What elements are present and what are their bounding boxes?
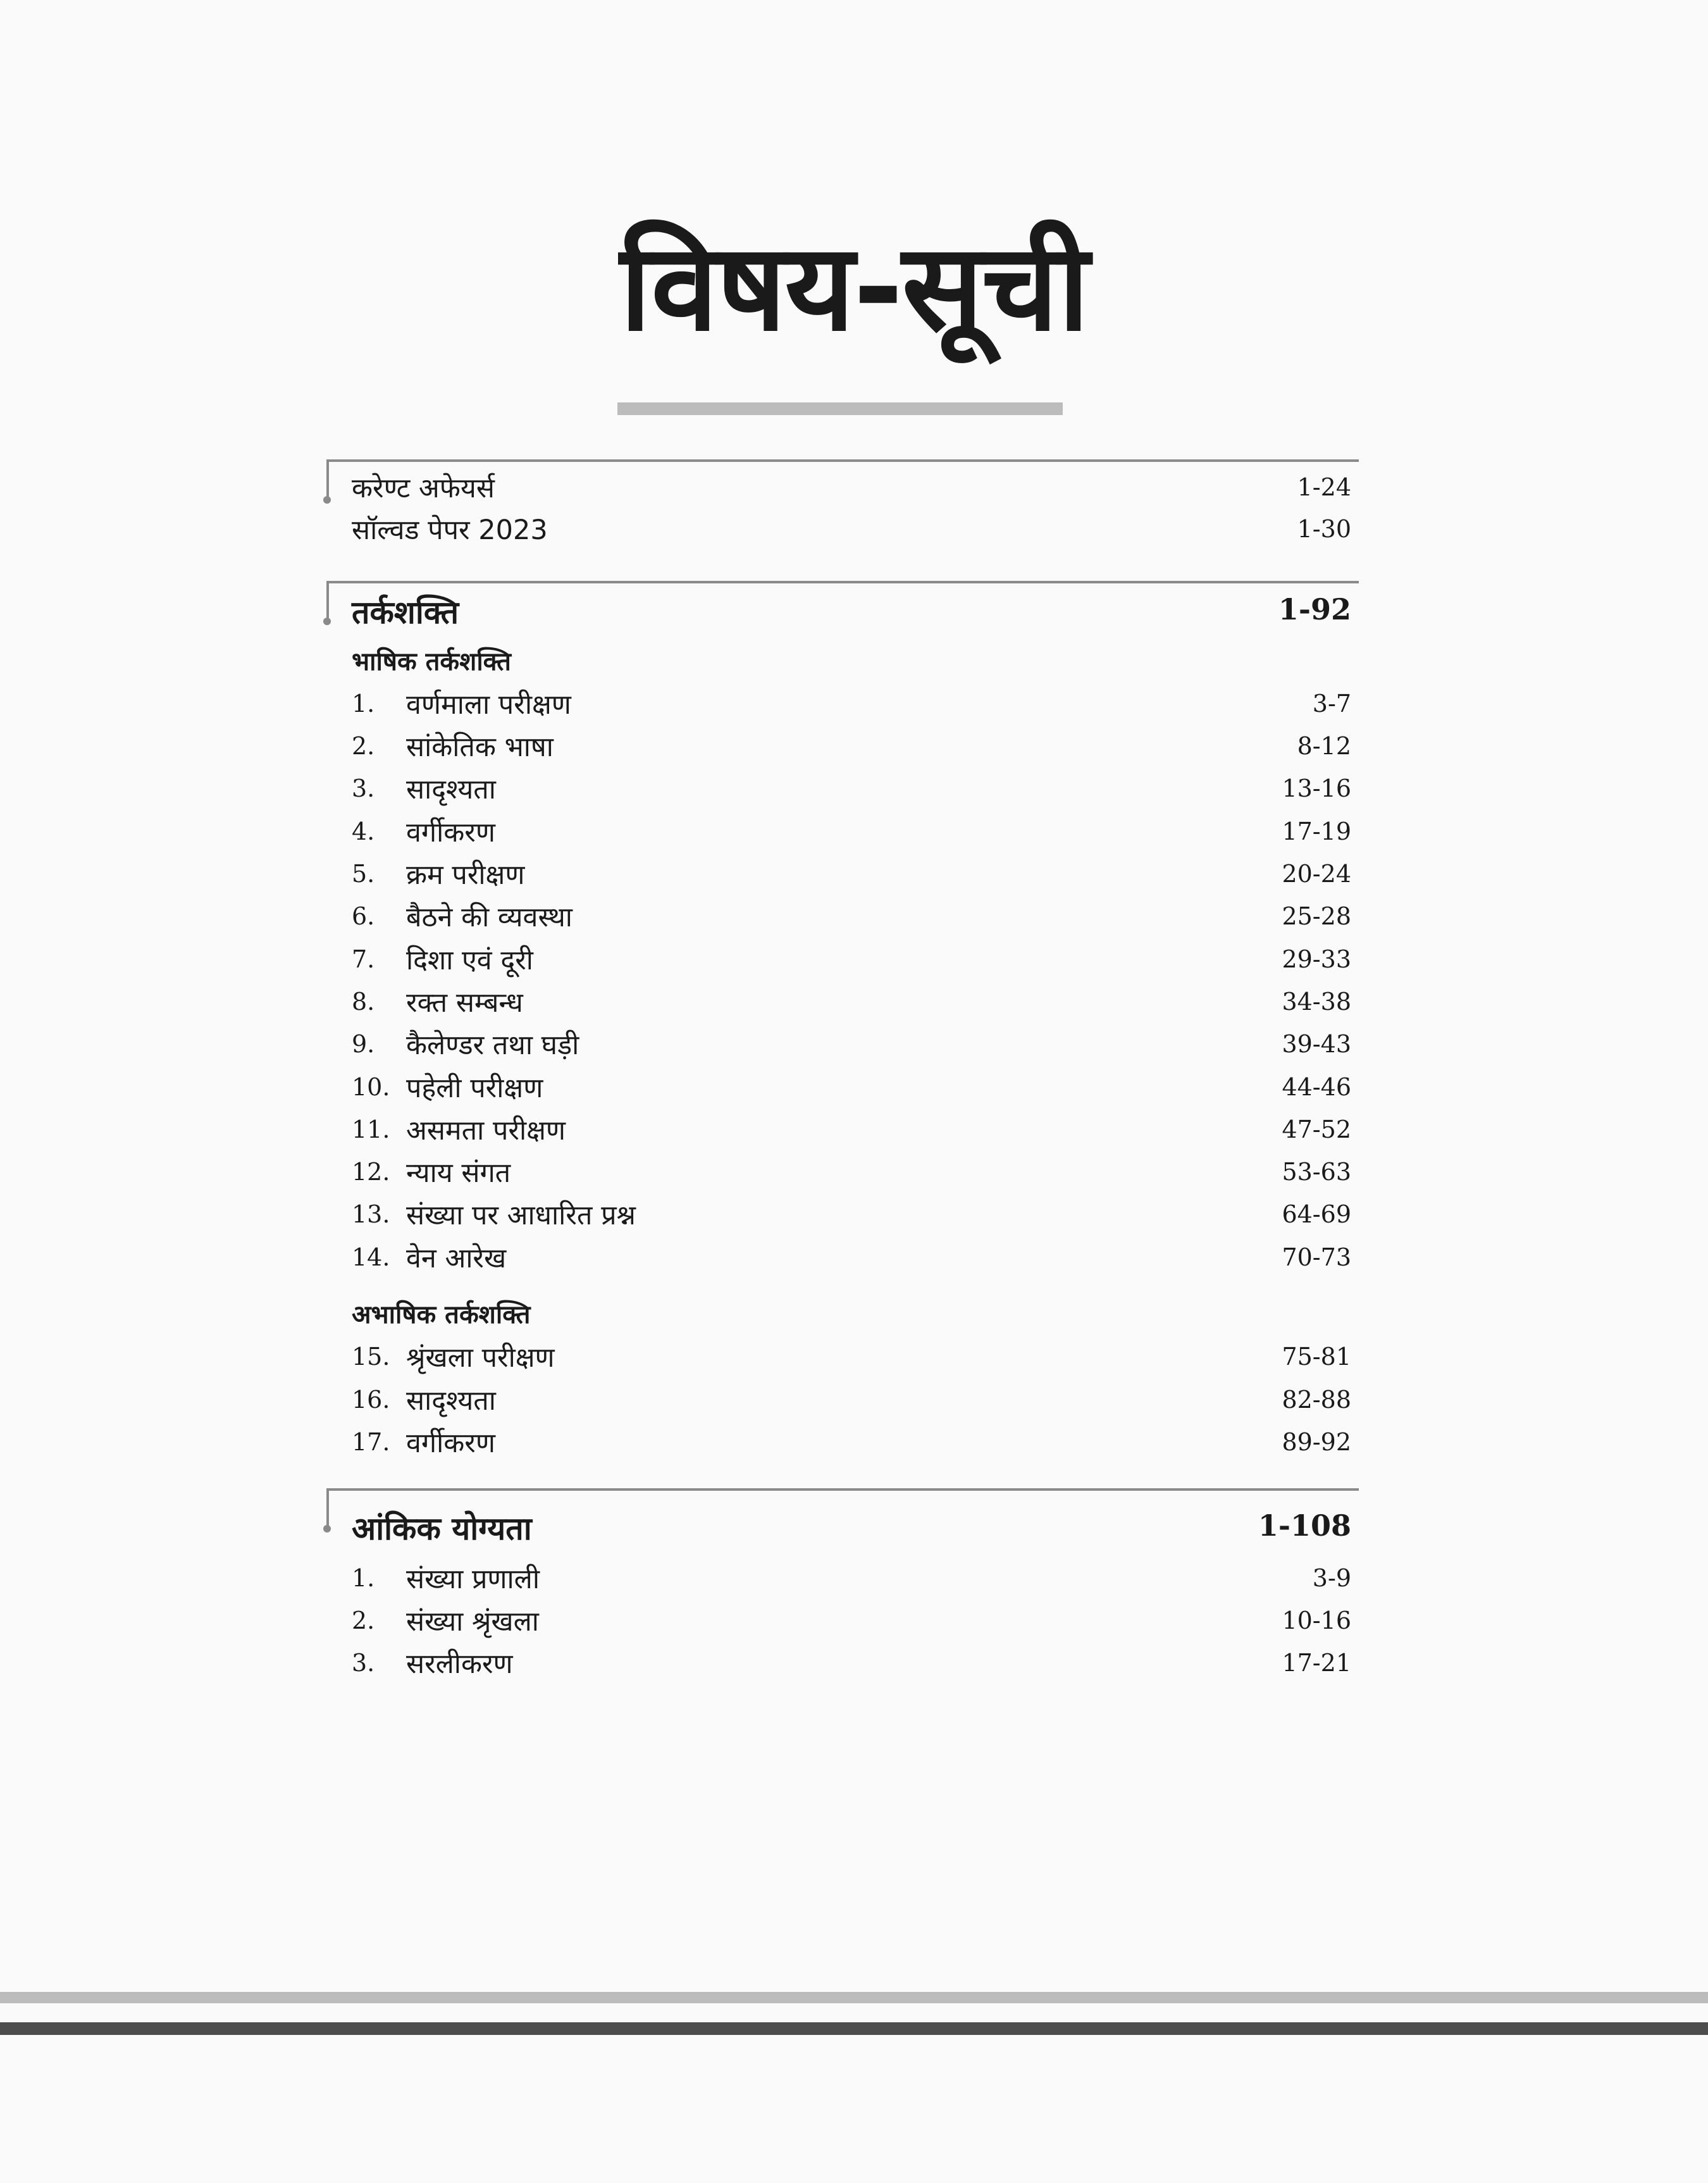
subsection-heading-label: भाषिक तर्कशक्ति [352,647,511,676]
toc-entry-pages: 10-16 [1282,1607,1351,1634]
toc-entry-pages: 3-9 [1312,1564,1351,1592]
footer-rule-light [0,1992,1708,2003]
toc-entry-label: वर्गीकरण [406,817,495,849]
frame-rule [326,581,329,620]
frame-rule [326,581,1359,583]
toc-entry[interactable] [352,812,1351,853]
toc-entry-pages: 34-38 [1282,988,1351,1016]
toc-entry[interactable] [352,1423,1351,1464]
toc-entry[interactable] [352,1068,1351,1109]
toc-entry-label: बैठने की व्यवस्था [406,902,572,933]
toc-entry-number: 5. [352,860,375,888]
toc-entry-number: 2. [352,1607,375,1634]
toc-entry[interactable] [352,1110,1351,1151]
section-heading-pages: 1-92 [1278,592,1351,626]
toc-entry-number: 10. [352,1073,390,1101]
toc-entry-number: 14. [352,1243,390,1271]
toc-entry-pages: 25-28 [1282,902,1351,930]
toc-entry-pages: 8-12 [1297,732,1351,760]
toc-entry-pages: 1-30 [1297,515,1351,543]
toc-entry-number: 12. [352,1158,390,1186]
toc-entry[interactable] [352,940,1351,981]
toc-entry-pages: 82-88 [1282,1386,1351,1414]
toc-entry-number: 8. [352,988,375,1016]
section-heading-pages: 1-108 [1258,1508,1351,1543]
section-heading[interactable] [352,1506,1351,1546]
toc-entry-number: 4. [352,818,375,845]
section-heading-label: आंकिक योग्यता [352,1510,532,1547]
toc-entry-number: 7. [352,945,375,973]
toc-entry[interactable] [352,855,1351,895]
toc-entry-label: वर्गीकरण [406,1427,495,1459]
frame-rule [326,459,329,499]
subsection-heading-label: अभाषिक तर्कशक्ति [352,1300,531,1329]
toc-entry[interactable] [352,510,1351,550]
frame-dot [323,496,331,504]
frame-dot [323,618,331,625]
toc-entry[interactable] [352,1381,1351,1421]
toc-entry[interactable] [352,1195,1351,1236]
toc-entry-label: न्याय संगत [406,1157,511,1189]
toc-entry-pages: 64-69 [1282,1200,1351,1228]
toc-entry-number: 13. [352,1200,390,1228]
toc-entry[interactable] [352,1153,1351,1193]
toc-entry-pages: 3-7 [1312,690,1351,718]
toc-entry-pages: 29-33 [1282,945,1351,973]
toc-entry-number: 15. [352,1343,390,1371]
toc-entry[interactable] [352,897,1351,938]
toc-entry-pages: 17-21 [1282,1649,1351,1677]
toc-entry-pages: 13-16 [1282,774,1351,802]
toc-entry[interactable] [352,1238,1351,1279]
toc-entry-label: संख्या पर आधारित प्रश्न [406,1200,636,1231]
toc-entry-pages: 44-46 [1282,1073,1351,1101]
toc-entry-label: सादृश्यता [406,1385,496,1417]
toc-entry-label: वेन आरेख [406,1243,507,1274]
toc-entry-label: पहेली परीक्षण [406,1073,543,1104]
toc-entry-label: क्रम परीक्षण [406,859,525,891]
section-heading-label: तर्कशक्ति [352,594,459,631]
toc-entry-label: श्रृंखला परीक्षण [406,1342,555,1374]
toc-entry[interactable] [352,468,1351,509]
toc-entry-pages: 17-19 [1282,818,1351,845]
toc-entry[interactable] [352,685,1351,725]
toc-entry-label: वर्णमाला परीक्षण [406,689,571,721]
toc-entry[interactable] [352,1338,1351,1378]
section-heading[interactable] [352,590,1351,630]
toc-entry[interactable] [352,769,1351,810]
toc-entry[interactable] [352,1601,1351,1642]
toc-entry[interactable] [352,727,1351,768]
toc-entry-number: 1. [352,1564,375,1592]
toc-entry-label: रक्त सम्बन्ध [406,987,523,1019]
toc-entry-label: संख्या श्रृंखला [406,1606,539,1638]
subsection-heading [352,1296,1351,1336]
toc-entry-label: कैलेण्डर तथा घड़ी [406,1029,579,1061]
toc-entry[interactable] [352,1025,1351,1066]
toc-entry-label: सादृश्यता [406,774,496,805]
frame-rule [326,1488,329,1527]
toc-entry-label: संख्या प्रणाली [406,1564,540,1595]
toc-entry-pages: 89-92 [1282,1428,1351,1456]
toc-entry-number: 17. [352,1428,390,1456]
toc-entry-pages: 39-43 [1282,1030,1351,1058]
toc-entry-pages: 47-52 [1282,1116,1351,1143]
toc-entry-label: असमता परीक्षण [406,1115,566,1147]
frame-rule [326,1488,1359,1491]
page-title: विषय-सूची [619,218,1089,358]
frame-dot [323,1525,331,1533]
toc-entry-pages: 53-63 [1282,1158,1351,1186]
toc-entry-number: 6. [352,902,375,930]
subsection-heading [352,643,1351,683]
toc-entry-label: सरलीकरण [406,1648,513,1680]
toc-entry[interactable] [352,1644,1351,1684]
toc-entry-label: सांकेतिक भाषा [406,731,554,763]
toc-entry-label: दिशा एवं दूरी [406,945,533,976]
toc-entry-number: 11. [352,1116,390,1143]
toc-entry-number: 1. [352,690,375,718]
toc-entry-pages: 1-24 [1297,473,1351,501]
toc-entry[interactable] [352,1559,1351,1600]
toc-entry-pages: 75-81 [1282,1343,1351,1371]
footer-rule-dark [0,2022,1708,2035]
toc-entry-number: 3. [352,774,375,802]
toc-entry-pages: 20-24 [1282,860,1351,888]
toc-entry-number: 2. [352,732,375,760]
toc-entry-label: सॉल्वड पेपर 2023 [352,514,548,546]
toc-entry-number: 9. [352,1030,375,1058]
toc-entry-label: करेण्ट अफेयर्स [352,473,495,504]
toc-entry-number: 16. [352,1386,390,1414]
toc-entry[interactable] [352,983,1351,1023]
toc-entry-pages: 70-73 [1282,1243,1351,1271]
frame-rule [326,459,1359,462]
toc-entry-number: 3. [352,1649,375,1677]
title-underline [617,402,1063,415]
